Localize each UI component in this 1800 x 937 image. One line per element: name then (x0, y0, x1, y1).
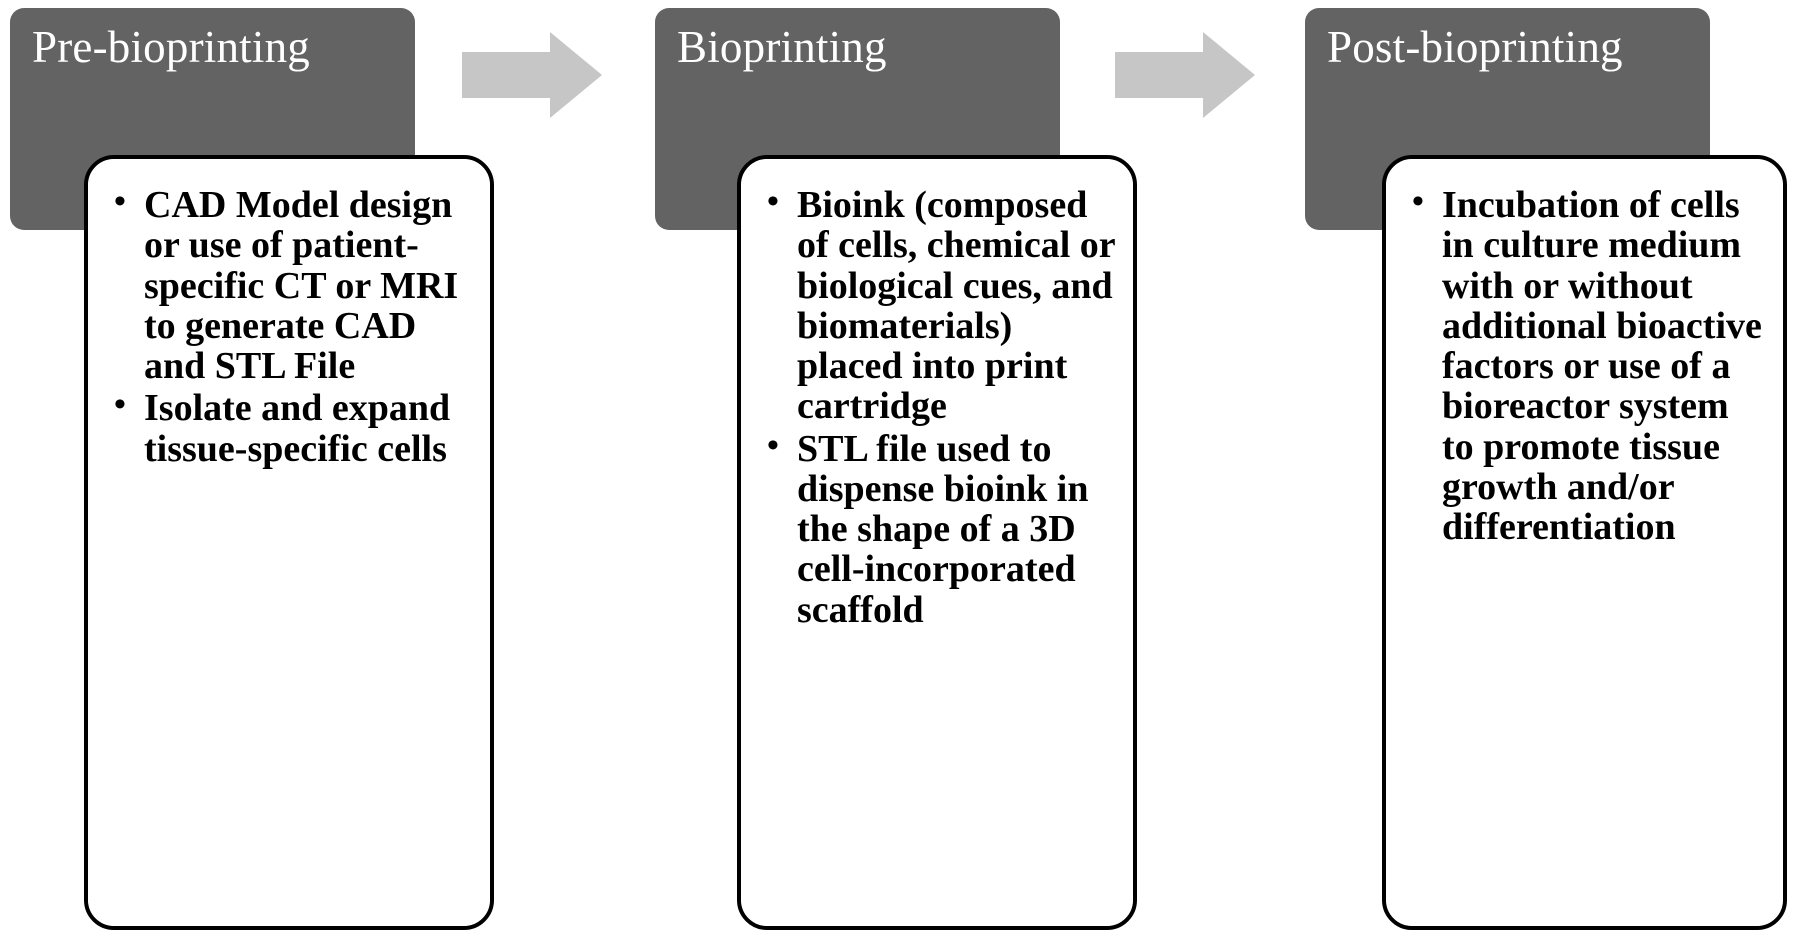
stage-card-pre-bioprinting (84, 155, 494, 930)
list-item: • STL file used to dispense bioink in the shape of a 3D cell-incorporated scaffold (797, 429, 1119, 630)
stage-bullet-list-pre-bioprinting (88, 159, 490, 481)
list-item: • Bioink (composed of cells, chemical or biological cues, and biomaterials) placed into print cartridge (797, 185, 1119, 427)
stage-card-bioprinting (737, 155, 1137, 930)
stage-card-post-bioprinting (1382, 155, 1787, 930)
list-item: • CAD Model design or use of patient-specific CT or MRI to generate CAD and STL File (144, 185, 476, 386)
stage-header-label: Post-bioprinting (1327, 22, 1623, 72)
stage-header-label: Bioprinting (677, 22, 887, 72)
stage-bullet-list-post-bioprinting (1386, 159, 1783, 559)
list-item: • Incubation of cells in culture medium with or without additional bioactive factors or use of a bioreactor system to promote tissue growth and/or differentiation (1442, 185, 1769, 547)
list-item: • Isolate and expand tissue-specific cells (144, 388, 476, 469)
stage-header-label: Pre-bioprinting (32, 22, 310, 72)
arrow-right-icon (1115, 30, 1255, 120)
arrow-right-icon (462, 30, 602, 120)
stage-bullet-list-bioprinting (741, 159, 1133, 642)
